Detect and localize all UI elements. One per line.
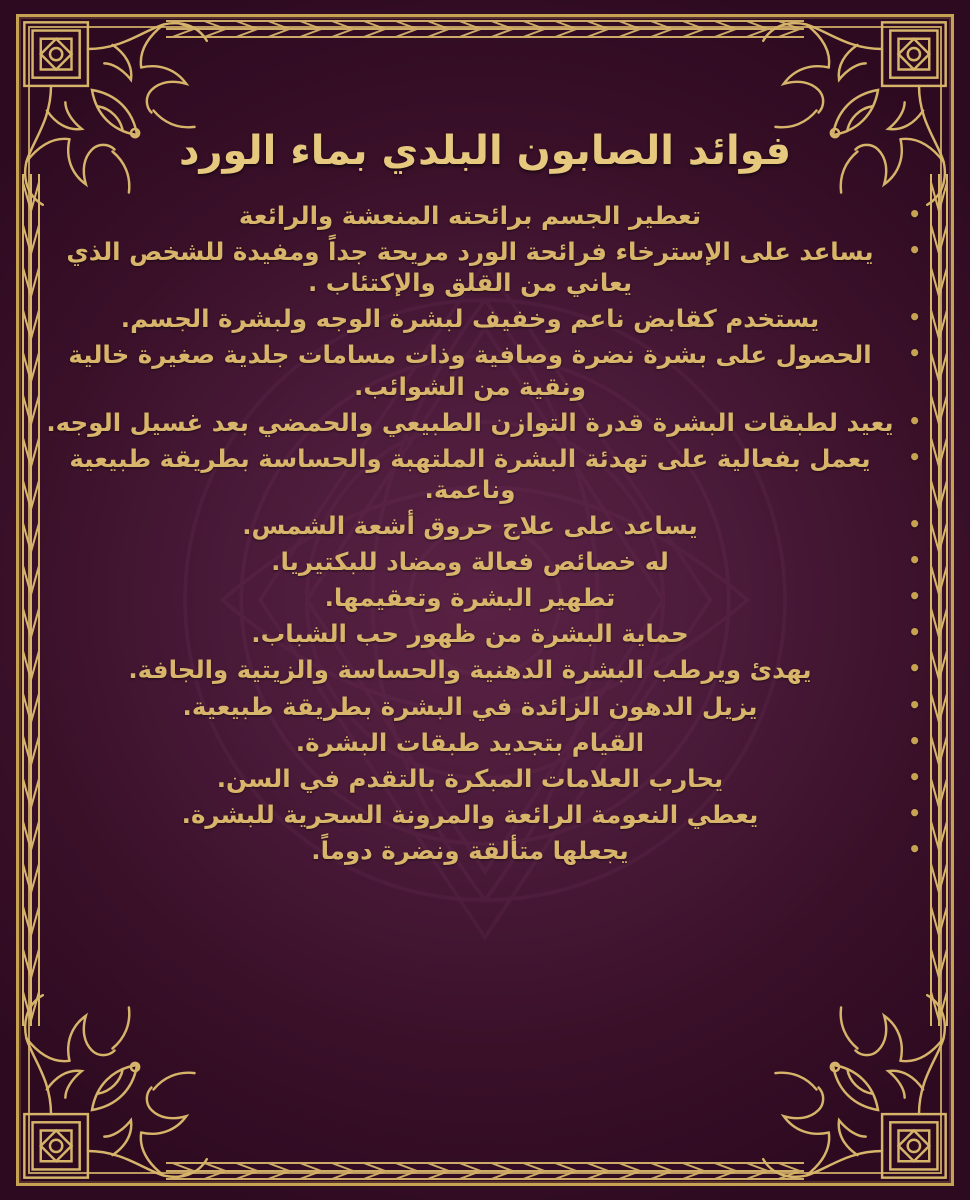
list-item: • يساعد على الإسترخاء فرائحة الورد مريحة جداً ومفيدة للشخص الذي يعاني من القلق والإكتئاب . [45,236,895,298]
right-chain-band-ornament [926,174,952,1026]
list-item: • يعيد لطبقات البشرة قدرة التوازن الطبيعي والحمضي بعد غسيل الوجه. [45,407,895,438]
bottom-chain-band-ornament [166,1158,804,1184]
list-item: • يساعد على علاج حروق أشعة الشمس. [45,510,895,541]
list-item: • يعطي النعومة الرائعة والمرونة السحرية للبشرة. [45,799,895,830]
list-item: • القيام بتجديد طبقات البشرة. [45,727,895,758]
list-item: • الحصول على بشرة نضرة وصافية وذات مسامات جلدية صغيرة خالية ونقية من الشوائب. [45,339,895,401]
list-item: • يستخدم كقابض ناعم وخفيف لبشرة الوجه ولبشرة الجسم. [45,303,895,334]
list-item: • يعمل بفعالية على تهدئة البشرة الملتهبة والحساسة بطريقة طبيعية وناعمة. [45,443,895,505]
benefits-list [45,200,925,871]
poster-content [46,110,910,1060]
list-item: • يجعلها متألقة ونضرة دوماً. [45,835,895,866]
top-chain-band-ornament [166,16,804,42]
list-item: • حماية البشرة من ظهور حب الشباب. [45,618,895,649]
list-item: • تطهير البشرة وتعقيمها. [45,582,895,613]
page-title: فوائد الصابون البلدي بماء الورد [178,128,792,174]
list-item: • يحارب العلامات المبكرة بالتقدم في السن. [45,763,895,794]
list-item: • يزيل الدهون الزائدة في البشرة بطريقة طبيعية. [45,691,895,722]
left-chain-band-ornament [18,174,44,1026]
list-item: • يهدئ ويرطب البشرة الدهنية والحساسة والزيتية والجافة. [45,654,895,685]
list-item: • تعطير الجسم برائحته المنعشة والرائعة [45,200,895,231]
list-item: • له خصائص فعالة ومضاد للبكتيريا. [45,546,895,577]
